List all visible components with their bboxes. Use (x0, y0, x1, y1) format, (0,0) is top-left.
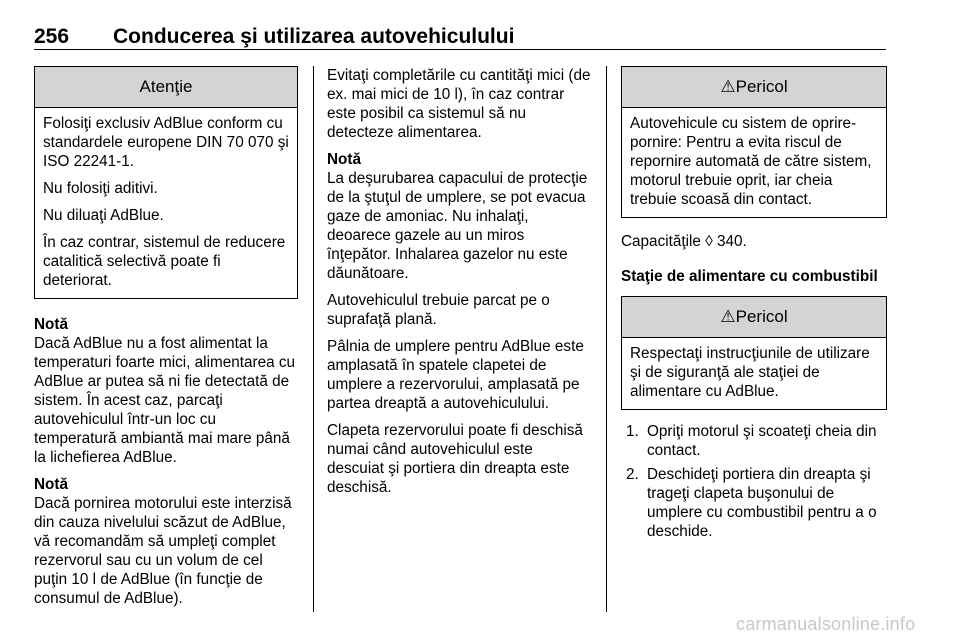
steps-list (621, 422, 887, 541)
caution-box-body (35, 108, 297, 298)
note-label: Notă (34, 316, 68, 333)
note-block (34, 475, 298, 608)
step-text: Deschideţi portiera din dreapta şi trageţi clapeta buşonului de umplere cu combustibil pentru a o deschide. (647, 466, 877, 540)
paragraph: Evitaţi completările cu cantităţi mici (de ex. mai mici de 10 l), în caz contrar este posibil ca sistemul să nu detecteze alimentarea. (327, 67, 591, 141)
danger-title-text: Pericol (735, 307, 788, 326)
capacity-text: Capacităţile (621, 233, 701, 250)
danger-box-body (622, 338, 886, 409)
step-number: 2. (626, 466, 639, 483)
capacity-reference (621, 232, 887, 251)
paragraph: Clapeta rezervorului poate fi deschisă numai când autovehiculul este descuiat şi portiera din dreapta este deschisă. (327, 422, 583, 496)
step-number: 1. (626, 423, 639, 440)
caution-paragraph: Nu diluaţi AdBlue. (43, 207, 164, 224)
caution-paragraph: Folosiţi exclusiv AdBlue conform cu standardele europene DIN 70 070 şi ISO 22241-1. (43, 115, 289, 170)
danger-text: Autovehicule cu sistem de oprire-pornire: Pentru a evita riscul de repornire automată de către sistem, motorul trebuie oprit, iar cheia trebuie scoasă din contact. (630, 115, 872, 208)
page-title: Conducerea şi utilizarea autovehiculului (113, 25, 515, 48)
capacity-page-ref[interactable]: 340. (717, 233, 747, 250)
page-number: 256 (34, 25, 70, 48)
section-heading: Staţie de alimentare cu combustibil (621, 268, 878, 285)
paragraph: Pâlnia de umplere pentru AdBlue este amplasată în spatele clapetei de umplere a rezervorului, amplasată pe partea dreaptă a autovehiculului. (327, 338, 584, 412)
danger-box-title (622, 297, 886, 338)
column-middle (327, 66, 592, 505)
danger-box-title (622, 67, 886, 108)
step-text: Opriţi motorul şi scoateţi cheia din contact. (647, 423, 877, 459)
watermark: carmanualsonline.info (736, 614, 916, 634)
danger-box (621, 66, 887, 218)
caution-box-title: Atenţie (35, 67, 297, 108)
page-header (34, 22, 886, 50)
note-block (34, 315, 298, 467)
column-divider (313, 66, 314, 612)
note-text: La deşurubarea capacului de protecţie de la ştuţul de umplere, se pot evacua gaze de amoniac. Nu inhalaţi, deoarece gazele au un miros înţepător. Inhalarea gazelor nu este dăunătoare. (327, 170, 588, 282)
note-block (327, 150, 592, 283)
warning-triangle-icon: ⚠ (720, 307, 736, 326)
paragraph: Autovehiculul trebuie parcat pe o suprafaţă plană. (327, 292, 550, 328)
danger-box-body (622, 108, 886, 217)
column-right (621, 66, 887, 546)
danger-text: Respectaţi instrucţiunile de utilizare şi de siguranţă ale staţiei de alimentare cu AdBlue. (630, 345, 870, 400)
page-ref-arrow-icon: ◊ (705, 233, 713, 250)
list-item (621, 465, 887, 541)
danger-title-text: Pericol (735, 77, 788, 96)
warning-triangle-icon: ⚠ (720, 77, 736, 96)
caution-paragraph: În caz contrar, sistemul de reducere catalitică selectivă poate fi deteriorat. (43, 234, 286, 289)
caution-paragraph: Nu folosiţi aditivi. (43, 180, 158, 197)
caution-box (34, 66, 298, 299)
list-item (621, 422, 887, 460)
note-text: Dacă AdBlue nu a fost alimentat la temperaturi foarte mici, alimentarea cu AdBlue ar putea să ni fie detectată de sistem. În acest caz, parcaţi autovehiculul într-un loc cu temperatură ambiantă mai mare până la lichefierea AdBlue. (34, 335, 296, 466)
note-label: Notă (34, 476, 68, 493)
note-label: Notă (327, 151, 361, 168)
danger-box (621, 296, 887, 410)
note-text: Dacă pornirea motorului este interzisă din cauza nivelului scăzut de AdBlue, vă recomandăm să umpleţi complet rezervorul sau cu un volum de cel puţin 10 l de AdBlue (în funcţie de consumul de AdBlue). (34, 495, 292, 607)
column-left (34, 66, 298, 616)
column-divider (606, 66, 607, 612)
